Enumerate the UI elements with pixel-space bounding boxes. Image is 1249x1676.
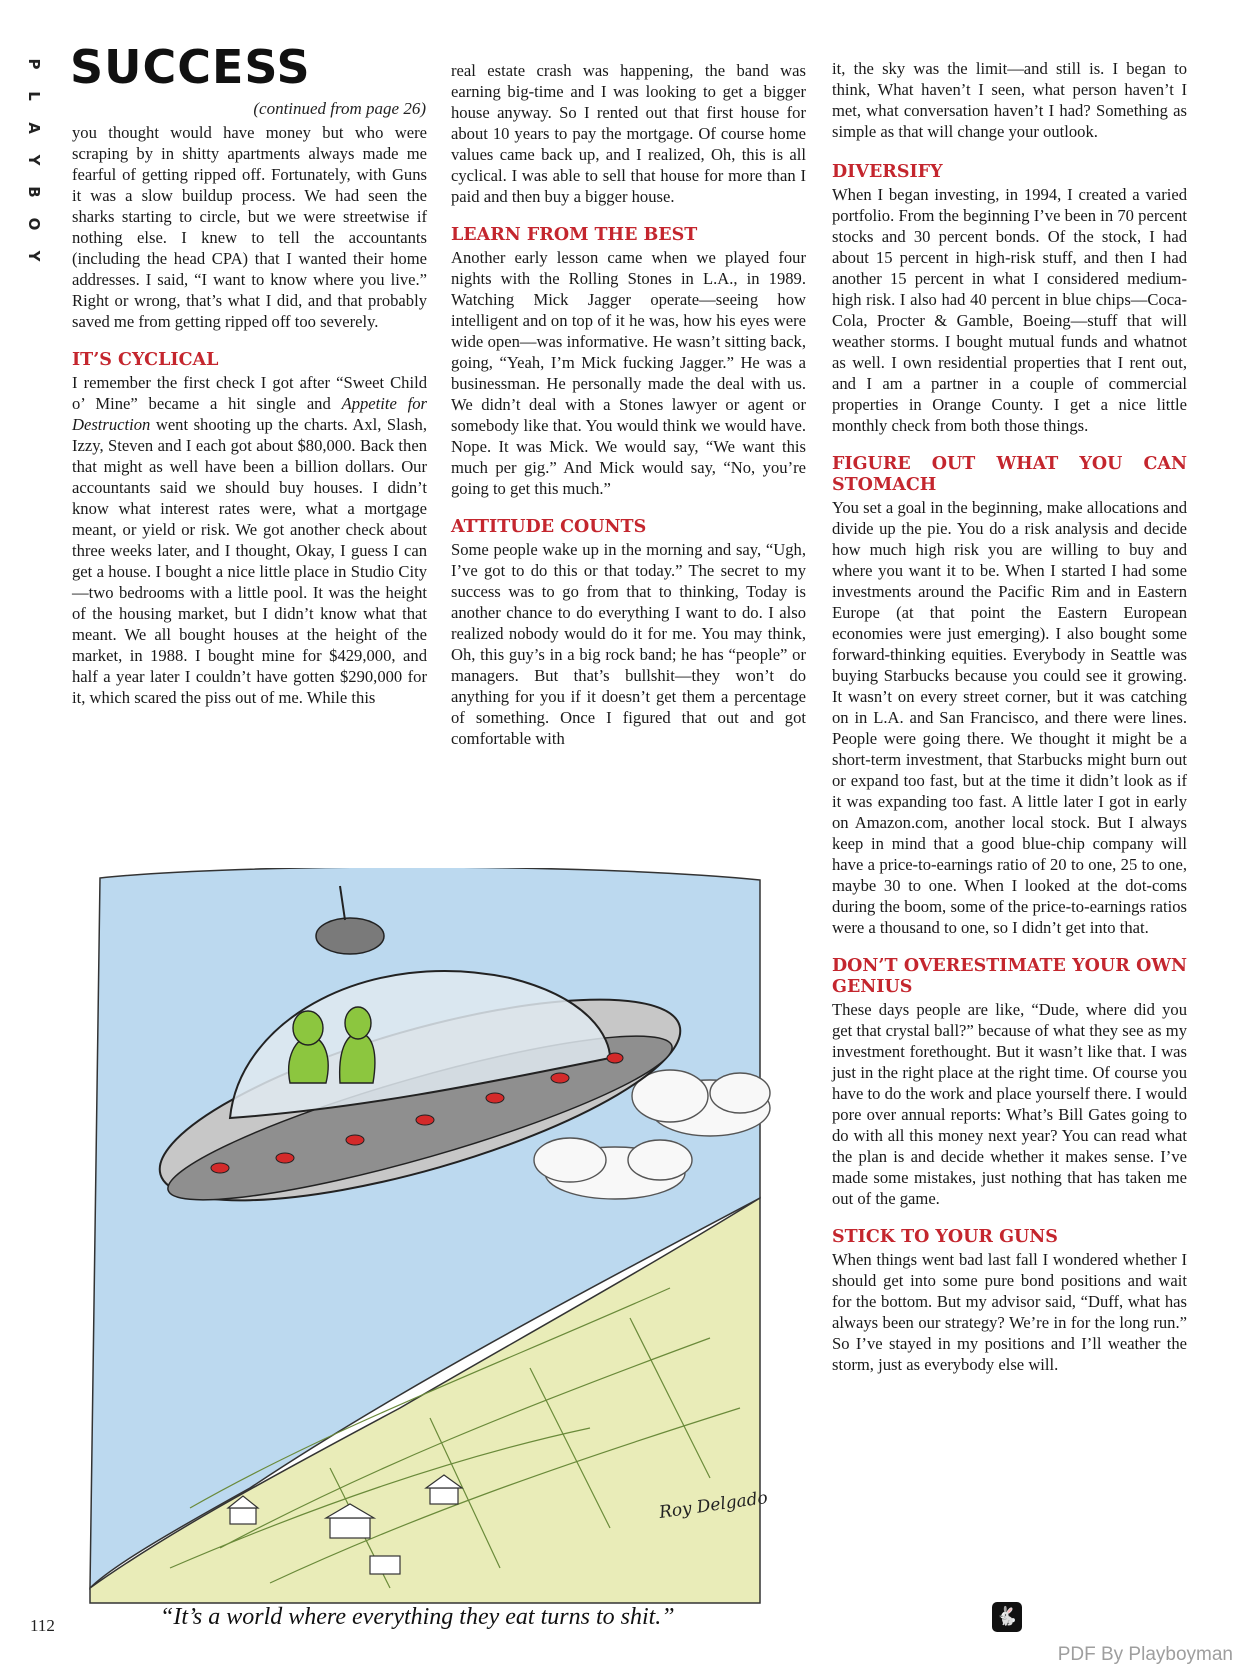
section-heading: DIVERSIFY — [832, 162, 943, 182]
paragraph: Some people wake up in the morning and say, “Ugh, I’ve got to do this or that today.” The secret to my success was to go from that to thinking, Today is another chance to do everything I want to do. I also realized nobody would do it for me. You may think, Oh, this guy’s in a big rock band; he has “people” or managers. But that’s bullshit—they won’t do anything for you if it doesn’t get them a percentage of something. Once I figured that out and got comfortable with — [451, 540, 806, 748]
paragraph: You set a goal in the beginning, make allocations and divide up the pie. You do a risk analysis and decide how much high risk you are willing to buy and where you want it to be. When I started I had some investments around the Pacific Rim and in Eastern Europe (at that point the Eastern European economies were just emerging). I also bought some forward-thinking equities. Everybody in Seattle was buying Starbucks because you could see it growing. It wasn’t on every street corner, but it was catching on in L.A. and San Francisco, and there were lines. People were going there. We thought it might be a short-term investment, that Starbucks might burn out or expand too fast, but at the time it didn’t look as if it was expanding too fast. A little later I got in early on Amazon.com, another local stock. But I always keep in mind that a good blue-chip company will have a price-to-earnings ratio of 20 to one, 25 to one, maybe 30 to one. When I looked at the dot-coms during the boom, some of the price-to-earnings ratios were a thousand to one, so I didn’t get into that. — [832, 498, 1187, 937]
playboy-bunny-icon: 🐇 — [992, 1602, 1022, 1632]
ufo-cartoon-illustration — [70, 868, 800, 1613]
section-heading: FIGURE OUT WHAT YOU CAN STOMACH — [832, 454, 1187, 495]
cartoonist-signature: Roy Delgado — [657, 1487, 769, 1523]
paragraph: These days people are like, “Dude, where did you get that crystal ball?” because of what they see as my investment forethought. But it wasn’t like that. I was just in the right place at the right time. Of course you have to do the work and place yourself there. I would pore over annual reports: What’s Bill Gates going to do with all this money next year? You can read what the plan is and decide whether it makes sense. I’ve made some mistakes, just nothing that has taken me out of the game. — [832, 1000, 1187, 1208]
paragraph: Another early lesson came when we played four nights with the Rolling Stones in L.A., in 1989. Watching Mick Jagger operate—seeing how intelligent and on top of it he was, how his eyes were wide open—was informative. He wasn’t sitting back, going, “Yeah, I’m Mick fucking Jagger.” He was a businessman. He personally made the deal with us. We didn’t deal with a Stones lawyer or agent or somebody like that. You would think we would have. Nope. It was Mick. We would say, “We want this much per gig.” And Mick would say, “No, you’re going to get this much.” — [451, 248, 806, 498]
section-heading: ATTITUDE COUNTS — [451, 517, 647, 537]
column-2 — [451, 60, 806, 749]
column-1 — [72, 122, 427, 708]
paragraph: you thought would have money but who were scraping by in shitty apartments always made me fearful of getting ripped off. Fortunately, with Guns it was a slow buildup process. We had seen the sharks starting to circle, but we were streetwise if nothing else. I knew to tell the accountants (including the head CPA) that I wanted their home addresses. I said, “I want to know where you live.” Right or wrong, that’s what I did, and that probably saved me from getting ripped off too severely. — [72, 123, 427, 331]
paragraph: When things went bad last fall I wondered whether I should get into some pure bond positions and wait for the bottom. But my advisor said, “Duff, what has always been our strategy? We’re in for the long run.” So I’ve stayed in my positions and I’ll weather the storm, just as everybody else will. — [832, 1250, 1187, 1374]
section-heading: STICK TO YOUR GUNS — [832, 1227, 1058, 1247]
magazine-side-label: P L A Y B O Y — [25, 58, 43, 262]
continued-note: (continued from page 26) — [253, 99, 426, 118]
page-number: 112 — [30, 1616, 55, 1635]
section-heading: LEARN FROM THE BEST — [451, 225, 698, 245]
paragraph: real estate crash was happening, the band was earning big-time and I was looking to get a bigger house anyway. So I rented out that first house for about 10 years to pay the mortgage. Of course home values came back up, and I realized, Oh, this is all cyclical. I was able to sell that house for more than I paid and then buy a bigger house. — [451, 61, 806, 206]
section-heading: DON’T OVERESTIMATE YOUR OWN GENIUS — [832, 956, 1187, 997]
article-title: SUCCESS — [70, 40, 311, 94]
section-heading: IT’S CYCLICAL — [72, 350, 219, 370]
paragraph: it, the sky was the limit—and still is. I began to think, What haven’t I seen, what person haven’t I met, what conversation haven’t I had? Something as simple as that will change your outlook. — [832, 59, 1187, 141]
cartoon-caption: “It’s a world where everything they eat turns to shit.” — [160, 1604, 675, 1630]
paragraph: I remember the first check I got after “Sweet Child o’ Mine” became a hit single and Appetite for Destruction went shooting up the charts. Axl, Slash, Izzy, Steven and I each got about $80,000. Back then that might as well have been a billion dollars. Our accountants said we should buy houses. I didn’t know what interest rates were, what a mortgage meant, or yield or risk. We got another check about three weeks later, and I thought, Okay, I guess I can get a house. I bought a nice little place in Studio City—two bedrooms with a little pool. It was the height of the housing market, but I didn’t know what that meant. We all bought houses at the height of the market, in 1988. I bought mine for $429,000, and half a year later I couldn’t have gotten $290,000 for it, which scared the piss out of me. While this — [72, 373, 427, 707]
watermark: PDF By Playboyman — [1057, 1644, 1233, 1665]
paragraph: When I began investing, in 1994, I created a varied portfolio. From the beginning I’ve been in 70 percent stocks and 30 percent bonds. Of the stock, I had about 15 percent in high-risk stuff, and then I had another 15 percent in what I considered medium-high risk. I also had 40 percent in blue chips—Coca-Cola, Procter & Gamble, Boeing—stuff that will weather storms. I bought mutual funds and whatnot as well. I own residential properties that I rent out, and I am a partner in a couple of commercial properties in Orange County. I get a nice little monthly check from both those things. — [832, 185, 1187, 435]
column-3 — [832, 58, 1187, 1375]
